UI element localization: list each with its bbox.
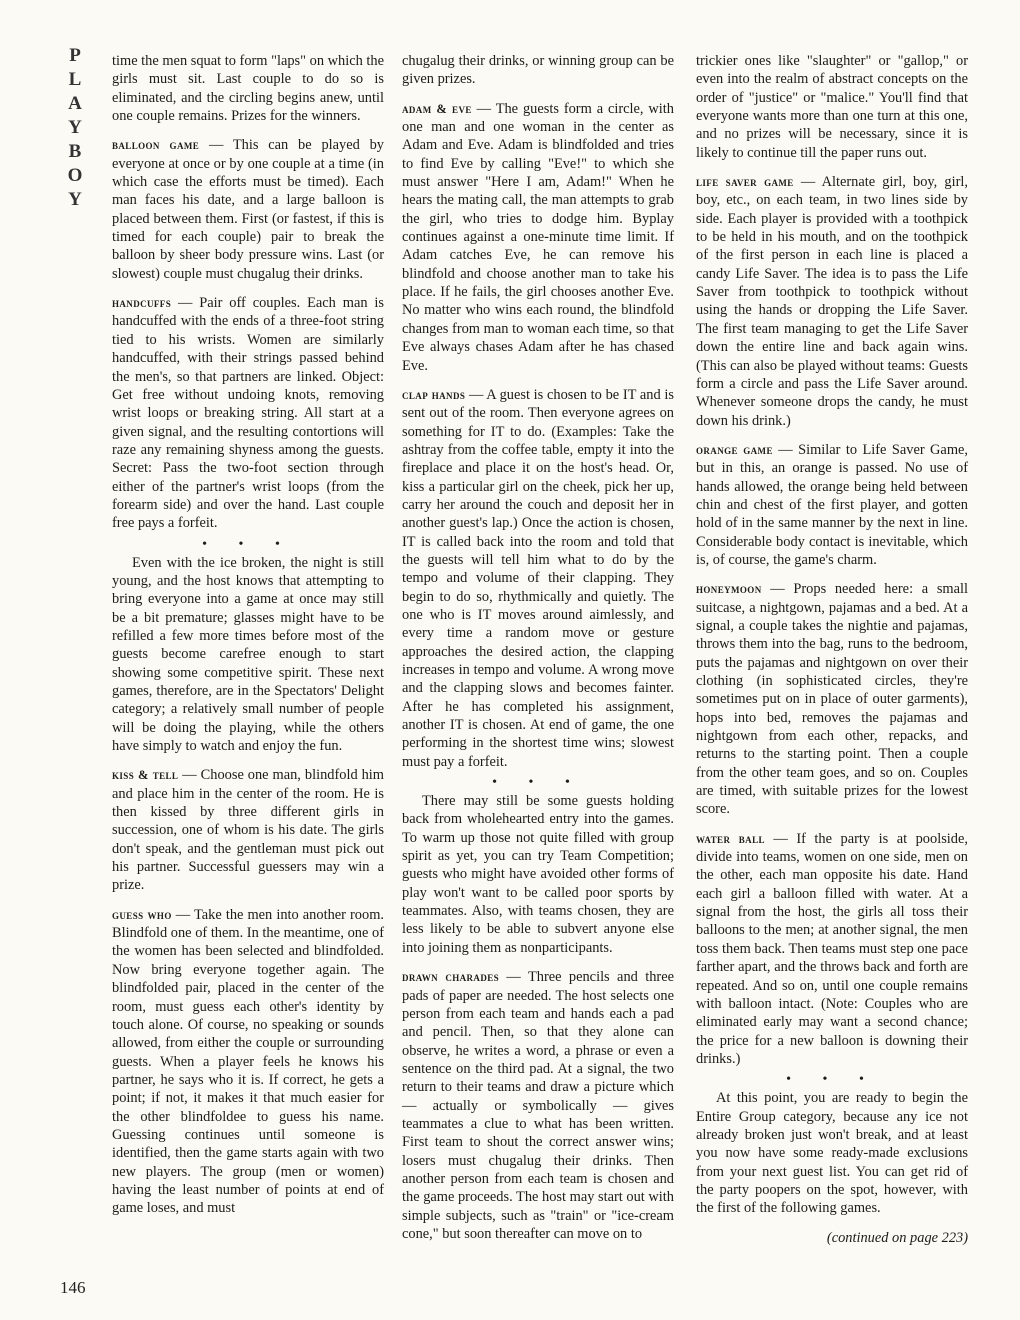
section-intro-paragraph: Even with the ice broken, the night is still young, and the host knows that attempting to bring everyone into a game at once may still be a bit premature; glasses might have to be refilled a few more times before most of the guests become carefree enough to start showing some competitive spirit. These next games, therefore, are in the Spectators' Delight category; a relatively small number of people will be doing the playing, while the others have simply to watch and enjoy the fun.: [112, 554, 384, 755]
text-column-2: [402, 52, 674, 1254]
game-entry: [402, 100, 674, 375]
game-description: Three pencils and three pads of paper are needed. The host selects one person from each team and hands each a pad and pencil. Then, so that they alone can observe, he writes a word, a phrase or even a sentence on the third pad. At a signal, the two return to their teams and draw a picture which — actually or symbolically — gives teammates a clue to what has been written. First team to shout the correct answer wins; losers must chugalug their drinks. Then another person from each team is chosen and the game proceeds. The host may start out with simple subjects, such as "train" or "ice-cream cone," but soon thereafter can move on to: [402, 969, 674, 1242]
game-title: orange game: [696, 442, 773, 457]
game-entry: [696, 580, 968, 818]
game-description: If the party is at poolside, divide into teams, women on one side, men on the other, each man opposite his date. Hand each girl a balloon filled with water. At a signal from the host, the girls all toss their balloons to the men; at another signal, the men toss them back. Then teams must step one pace farther apart, and the throws back and forth are repeated. And so on, until one couple remains with balloon intact. (Note: Couples who are eliminated early may want a second chance; the price for a new balloon is downing their drinks.): [696, 830, 968, 1067]
game-title: drawn charades: [402, 970, 500, 985]
game-entry: [696, 173, 968, 430]
title-dash: —: [499, 969, 528, 986]
game-entry: [402, 386, 674, 771]
body-paragraph: trickier ones like "slaughter" or "gallop," or even into the realm of abstract concepts on the order of "justice" or "malice." You'll find that everyone wants more than one turn at this one, and no prizes will be necessary, since it is likely to continue till the paper runs out.: [696, 53, 968, 161]
section-intro-paragraph: There may still be some guests holding back from wholehearted entry into the games. To warm up those not quite filled with group spirit as yet, you can try Team Competition; guests who might have avoided other forms of play won't want to be called poor sports by teammates. Also, with teams chosen, they are less likely to be able to subvert anyone else into joining them as nonparticipants.: [402, 793, 674, 956]
game-description: A guest is chosen to be IT and is sent out of the room. Then everyone agrees on something for IT to do. (Examples: Take the ashtray from the coffee table, empty it into the fireplace and place it on the host's head. Or, kiss a particular girl on the cheek, pick her up, carry her around the couch and deposit her in another guest's lap.) Once the action is chosen, IT is called back into the room and told that the guests will tell him what to do by the tempo and volume of their clapping. They begin to do so, rhythmically and quietly. The one who is IT moves around aimlessly, and every time a random move or gesture approaches the desired action, the clapping increases in tempo and volume. A wrong move and the clapping slows and becomes fainter. After he has completed his assignment, another IT is chosen. At end of game, the one performing in the shortest time wins; slowest must pay a forfeit.: [402, 386, 674, 770]
game-title: clap hands: [402, 387, 466, 402]
brand-letter: P: [69, 45, 81, 66]
brand-letter: L: [68, 69, 82, 90]
game-entry: [112, 906, 384, 1218]
body-paragraph: time the men squat to form "laps" on which the girls must sit. Last couple to do so is eliminated, and the circling begins anew, until one couple remains. Prizes for the winners.: [112, 53, 384, 125]
game-description: Props needed here: a small suitcase, a nightgown, pajamas and a bed. At a signal, a couple takes the nightie and pajamas, throws them into the bag, runs to the bedroom, puts the pajamas and nightgown on over their clothing (in sophisticated circles, they're sometimes put on in place of outer garments), hops into bed, removes the pajamas and nightgown from each other, repacks, and returns to the starting point. Then a couple from the other team goes, and so on. Couples are timed, with suitable prizes for the lowest score.: [696, 581, 969, 818]
page-number: 146: [60, 1278, 86, 1297]
game-title: balloon game: [112, 138, 200, 153]
game-description: This can be played by everyone at once or by one couple at a time (in which case the efforts must be timed). Each man faces his date, and a large balloon is placed between them. First (or fastest, if this is timed for each couple) pair to break the balloon by sheer body pressure wins. Last (or slowest) couple must chugalug their drinks.: [112, 137, 384, 282]
brand-letter: Y: [68, 189, 82, 210]
game-description: Take the men into another room. Blindfold one of them. In the meantime, one of the women has been selected and blindfolded. Now bring everyone together again. The blindfolded pair, placed in the center of the room, must guess each other's identity by touch alone. Of course, no speaking or sounds allowed, from either the couple or surrounding guests. When a player feels he knows his partner, he says who it is. If correct, he gets a point; if not, it makes it that much easier for the other blindfoldee to guess his name. Guessing continues until someone is identified, then the game starts again with two new players. The group (men or women) having the least number of points at end of game loses, and must: [112, 906, 384, 1217]
title-dash: —: [199, 137, 233, 154]
title-dash: —: [764, 830, 797, 847]
game-entry: [402, 968, 674, 1243]
game-title: honeymoon: [696, 582, 762, 597]
title-dash: —: [761, 581, 794, 598]
title-dash: —: [171, 906, 194, 923]
title-dash: —: [793, 174, 822, 191]
game-description: Pair off couples. Each man is handcuffed with the ends of a three-foot string tied to his wrists. Women are similarly handcuffed, with their strings passed behind the men's, so that partners are linked. Object: Get free without undoing knots, removing wrist loops or breaking string. All start at a given signal, and the resulting contortions will raze any remaining shyness among the guests. Secret: Pass the two-foot section through either of the partner's wrist loops (from the forearm side) and over the hand. Last couple free pays a forfeit.: [112, 295, 384, 532]
game-title: water ball: [696, 831, 765, 846]
game-description: Similar to Life Saver Game, but in this, an orange is passed. No use of hands allowed, the orange being held between chin and chest of the first player, and gotten hold of in the same manner by the next in line. Considerable body contact is inevitable, which is, of course, the game's charm.: [696, 441, 968, 568]
brand-letter: B: [68, 141, 82, 162]
game-entry: [112, 136, 384, 283]
title-dash: —: [465, 386, 487, 403]
game-title: handcuffs: [112, 296, 172, 311]
section-separator: • • •: [492, 775, 584, 791]
game-title: life saver game: [696, 175, 794, 190]
game-title: guess who: [112, 907, 172, 922]
title-dash: —: [772, 441, 799, 458]
text-column-1: [112, 52, 384, 1229]
game-description: The guests form a circle, with one man and one woman in the center as Adam and Eve. Adam is blindfolded and tries to find Eve by calling "Eve!" to which she must answer "Here I am, Adam!" When he hears the mating call, the man attempts to grab the girl, who tries to dodge him. Byplay continues against a one-minute time limit. If Adam catches Eve, he can remove his blindfold and choose another man to take his place. If he fails, the girl chooses another Eve. No matter who wins each round, the blindfold changes from man to woman each time, so that Eve always chases Adam after he has chased Eve.: [402, 100, 674, 374]
game-entry: [696, 830, 968, 1068]
game-entry: [696, 441, 968, 569]
brand-letter: A: [68, 93, 82, 114]
title-dash: —: [171, 295, 200, 312]
section-separator: • • •: [786, 1072, 878, 1088]
game-description: Alternate girl, boy, girl, boy, etc., on each team, in two lines side by side. Each player is provided with a toothpick to be held in his mouth, and on the toothpick of the first person in each line is placed a candy Life Saver. The idea is to pass the Life Saver from toothpick to toothpick without using the hands or dropping the Life Saver. The first team managing to get the Life Saver down the entire line and back again wins. (This can also be played without teams: Guests form a circle and pass the Life Saver around. Whenever someone drops the candy, he must down his drink.): [696, 174, 968, 429]
title-dash: —: [178, 767, 201, 784]
section-separator: • • •: [202, 536, 294, 552]
brand-letter: Y: [68, 117, 82, 138]
game-title: adam & eve: [402, 101, 472, 116]
title-dash: —: [471, 100, 496, 117]
section-intro-paragraph: At this point, you are ready to begin the Entire Group category, because any ice not already broken just won't break, and at least you now have some ready-made exclusions from your next guest list. You can get rid of the party poopers on the spot, however, with the first of the following games.: [696, 1090, 968, 1217]
game-description: Choose one man, blindfold him and place him in the center of the room. He is then kissed by three different girls in succession, one of whom is his date. The girls don't speak, and the gentleman must pick out his partner. Successful guessers may win a prize.: [112, 767, 384, 894]
game-entry: [112, 294, 384, 532]
text-column-3: [696, 52, 968, 1258]
magazine-vertical-title: [58, 44, 92, 212]
game-entry: [112, 766, 384, 894]
continued-note: (continued on page 223): [826, 1229, 968, 1246]
body-paragraph: chugalug their drinks, or winning group can be given prizes.: [402, 53, 674, 88]
game-title: kiss & tell: [112, 768, 179, 783]
brand-letter: O: [67, 165, 83, 186]
